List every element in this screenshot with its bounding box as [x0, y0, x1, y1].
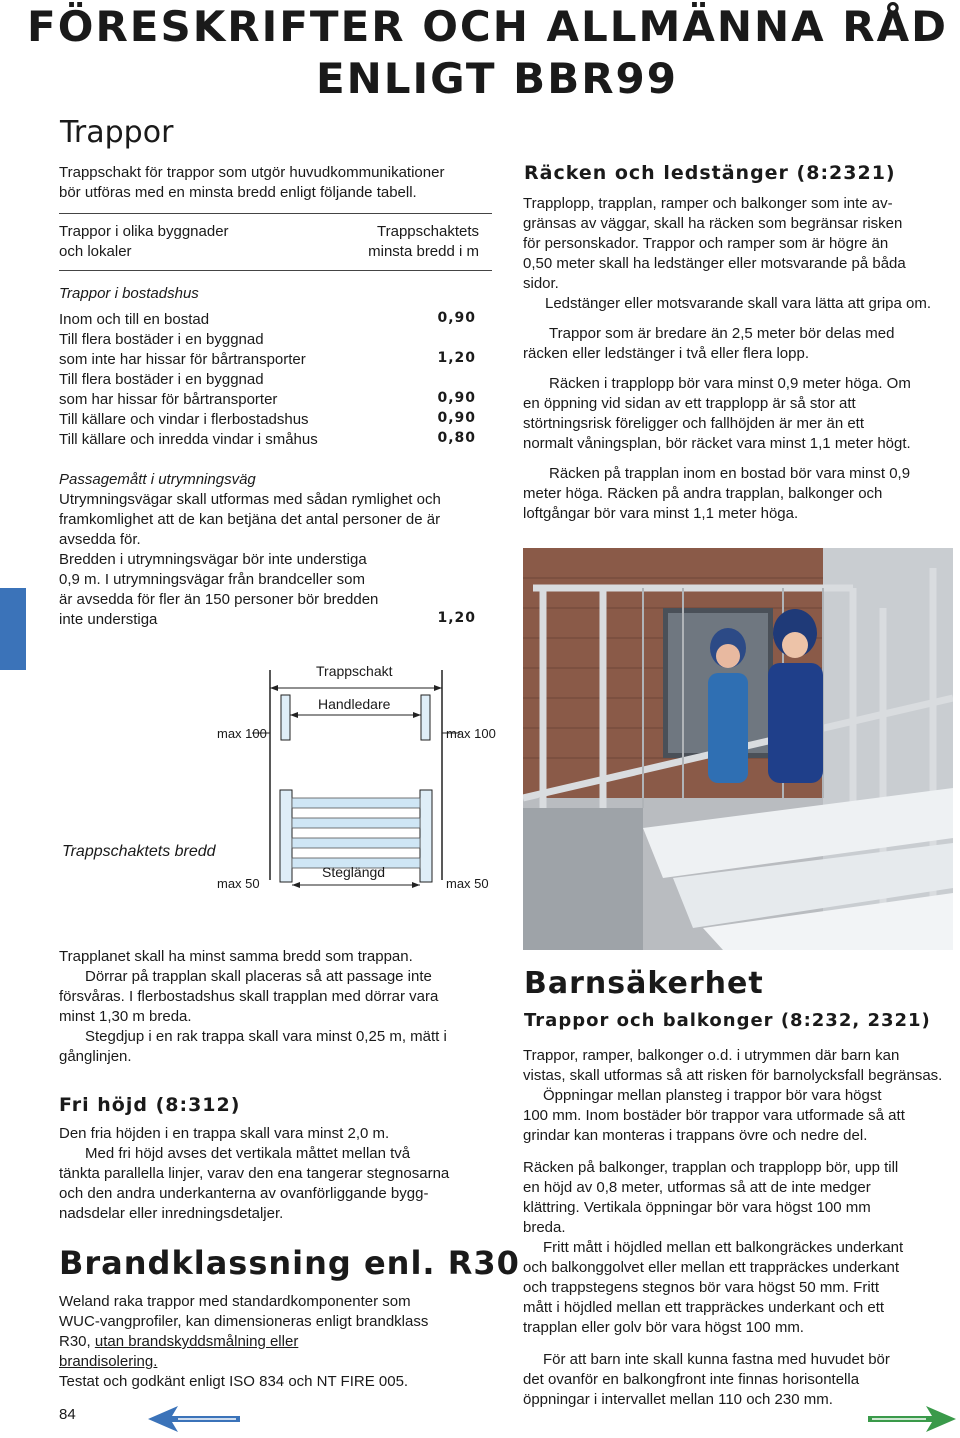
col2-header: Trappschaktets: [377, 223, 479, 240]
col2-header: minsta bredd i m: [368, 243, 479, 260]
label-steglangd: Steglängd: [322, 864, 386, 880]
page-number: 84: [59, 1406, 76, 1423]
section-heading-trappor: Trappor: [60, 115, 174, 150]
heading-racken: Räcken och ledstänger (8:2321): [524, 162, 896, 184]
fri-hojd-text: Den fria höjden i en trappa skall vara minst 2,0 m. Med fri höjd avses det vertikala måttet mellan två tänkta parallella linjer, varav den ena tangerar stegnosarna och den andra underkanterna av ovanförliggande bygg- nadsdelar eller inredningsdetaljer.: [59, 1125, 450, 1222]
table-row: Inom och till en bostad 0,90: [59, 310, 476, 328]
next-page-arrow-icon[interactable]: [868, 1404, 956, 1434]
width-table: [59, 310, 476, 450]
stair-photo: [523, 548, 953, 950]
stair-diagram: [0, 660, 500, 910]
label-max100-right: max 100: [446, 726, 496, 741]
side-accent-bar: [0, 588, 26, 670]
label-max50-left: max 50: [217, 876, 260, 891]
table-row: Till källare och inredda vindar i småhus 0,80: [59, 430, 476, 448]
label-handledare: Handledare: [318, 696, 391, 712]
intro-line: bör utföras med en minsta bredd enligt följande tabell.: [59, 184, 417, 201]
label-trappschakt: Trappschakt: [316, 663, 393, 679]
heading-brandklassning: Brandklassning enl. R30: [59, 1244, 520, 1282]
intro-line: Trappschakt för trappor som utgör huvudkommunikationer: [59, 164, 445, 181]
label-max50-right: max 50: [446, 876, 489, 891]
table-row: Till flera bostäder i en byggnad som inte har hissar för bårtransporter 1,20: [59, 331, 476, 368]
passage-label: Passagemått i utrymningsväg: [59, 471, 256, 488]
diagram-caption: Trappschaktets bredd: [62, 843, 216, 860]
trapplan-text: Trapplanet skall ha minst samma bredd som trappan. Dörrar på trapplan skall placeras så att passage inte försvåras. I flerbostadshus skall trapplan med dörrar vara minst 1,30 m breda. Stegdjup i en rak trappa skall vara minst 0,25 m, mätt i gånglinjen.: [59, 948, 447, 1065]
table-divider: [59, 213, 492, 214]
table-header: [59, 222, 494, 262]
col1-header: och lokaler: [59, 243, 132, 260]
stair-diagram-drawing: [0, 660, 500, 910]
trappor-intro: [59, 163, 494, 203]
table-row: Till flera bostäder i en byggnad som har hissar för bårtransporter 0,90: [59, 371, 476, 408]
table-row: Till källare och vindar i flerbostadshus 0,90: [59, 410, 476, 428]
subheading-trappor-balkonger: Trappor och balkonger (8:232, 2321): [524, 1010, 931, 1031]
col1-header: Trappor i olika byggnader: [59, 223, 229, 240]
page-title-line2: ENLIGT BBR99: [315, 54, 678, 103]
brand-text: Weland raka trappor med standardkomponenter som WUC-vangprofiler, kan dimensioneras enligt brandklass R30, utan brandskyddsmålning eller brandisolering. Testat och godkänt enligt ISO 834 och NT FIRE 005.: [59, 1293, 429, 1390]
table-section-label: Trappor i bostadshus: [59, 285, 199, 302]
heading-barnsakerhet: Barnsäkerhet: [524, 966, 764, 1001]
passage-section: Passagemått i utrymningsväg Utrymningsvägar skall utformas med sådan rymlighet och framkomlighet att de kan betjäna det antal personer de är avsedda för. Bredden i utrymningsvägar bör inte understiga 0,9 m. I utrymningsvägar från brandceller som är avsedda för fler än 150 personer bör bredden inte understiga 1,20: [59, 470, 499, 630]
heading-fri-hojd: Fri höjd (8:312): [59, 1094, 241, 1116]
prev-page-arrow-icon[interactable]: [148, 1404, 240, 1434]
barnsakerhet-text: Trappor, ramper, balkonger o.d. i utrymmen där barn kan vistas, skall utformas så att risken för barnolycksfall begränsas. Öppningar mellan plansteg i trappor bör vara högst 100 mm. Inom bostäder bör trappor vara utformade så att grindar kan monteras i trappans övre och nedre del. Räcken på balkonger, trapplan och trapplopp bör, upp till en höjd av 0,8 meter, utformas så att de inte medger klättring. Vertikala öppningar bör vara högst 100 mm breda. Fritt mått i höjdled mellan ett balkongräckes underkant och balkonggolvet eller mellan ett trappräckes underkant och trappstegens stegnos bör vara högst 50 mm. Fritt mått i höjdled mellan ett trappräckes underkant och ett trapplan eller golv bör vara högst 100 mm. För att barn inte skall kunna fastna med huvudet bör det ovanför en balkongfront inte finnas horisontella öppningar i intervallet mellan 110 och 230 mm.: [523, 1047, 943, 1408]
racken-text: Trapplopp, trapplan, ramper och balkonger som inte av- gränsas av väggar, skall ha räcken som begränsar risken för personskador. Trappor och ramper som är högre än 0,50 meter skall ha ledstänger eller motsvarande på båda sidor. Ledstänger eller motsvarande skall vara lätta att gripa om. Trappor som är bredare än 2,5 meter bör delas med räcken eller ledstänger i två eller flera lopp. Räcken i trapplopp bör vara minst 0,9 meter höga. Om en öppning vid sidan av ett trapplopp är så stor att störtningsrisk föreligger och fallhöjden är mer än ett normalt våningsplan, bör räcket vara minst 1,1 meter högt. Räcken på trapplan inom en bostad bör vara minst 0,9 meter höga. Räcken på andra trapplan, balkonger och loftgångar bör vara minst 1,1 meter höga.: [523, 195, 932, 522]
label-max100-left: max 100: [217, 726, 267, 741]
page-title-line1: FÖRESKRIFTER OCH ALLMÄNNA RÅD: [27, 2, 948, 51]
table-divider: [59, 270, 492, 271]
